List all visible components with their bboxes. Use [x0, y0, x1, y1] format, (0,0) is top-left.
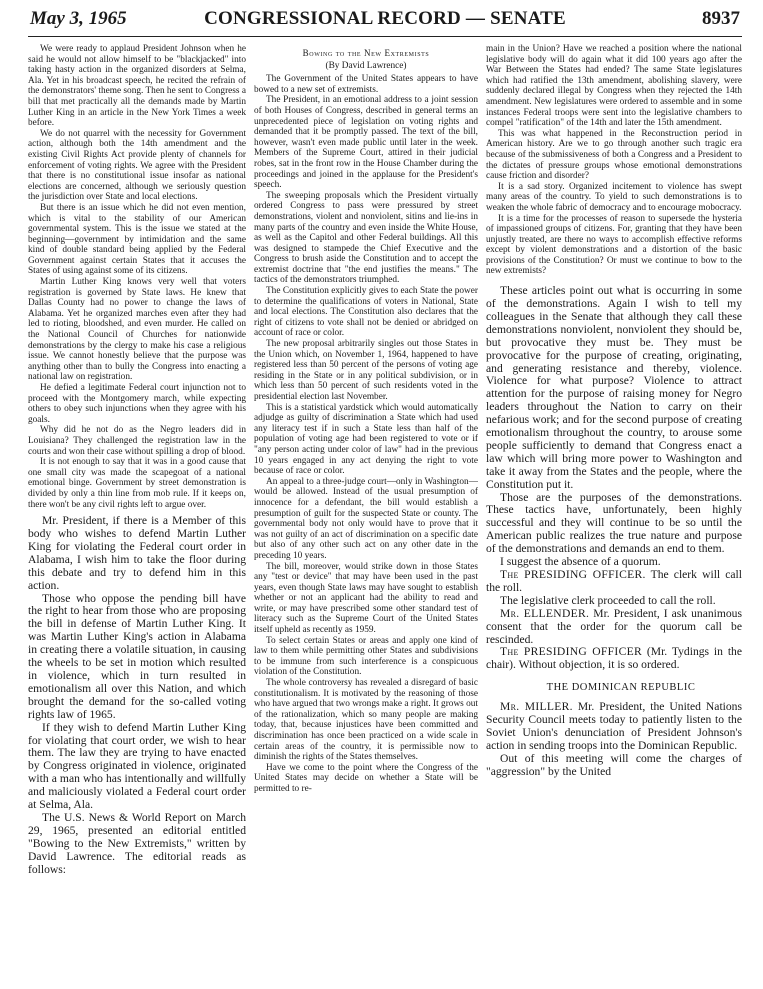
section-title: THE DOMINICAN REPUBLIC: [546, 682, 696, 694]
paragraph: Out of this meeting will come the charges of "aggression" by the United: [486, 751, 742, 778]
paragraph: These articles point out what is occurring in some of the demonstrations. Again I wish to tell my colleagues in the Senate that although they call these demonstrations nonviolent, nonviolent they should be, but provocative they must be. They must be provocative for the purpose of creating, originating, and generating resistance and thereby, violence. Violence for what purpose? Violence to attract attention for the purpose of raising money for Negro leaders throughout the Nation to carry on their nefarious work; and for the second purpose of creating emotionalism throughout the country, to arouse some people sufficiently to demand that Congress enact a law which will bring more power to Washington and take it away from the States and the people, where the Constitution put it.: [486, 284, 742, 491]
paragraph: It is not enough to say that it was in a good cause that one small city was made the scapegoat of a national emotional binge. Government by street demonstration is divided by only a thin line from mob rule. If it keeps on, there won't be any civil rights left to argue over.: [28, 457, 246, 510]
paragraph: We do not quarrel with the necessity for Government action, although both the 14th amendment and the existing Civil Rights Act provide plenty of channels for enforcement of voting rights. We agree with the President that there is no constitutional issue insofar as national elections are concerned, although we seriously question the jurisdiction over State and local elections.: [28, 128, 246, 203]
speech-text: Mr. President, I ask unanimous consent that the order for the quorum call be rescinded.: [486, 606, 742, 646]
paragraph: Why did he not do as the Negro leaders did in Louisiana? They challenged the registration law in the courts and won their case without spilling a drop of blood.: [28, 425, 246, 457]
publication-title: CONGRESSIONAL RECORD — SENATE: [204, 8, 566, 29]
issue-date: May 3, 1965: [30, 8, 127, 29]
column-left: [28, 44, 246, 984]
paragraph: main in the Union? Have we reached a position where the national legislative body will do again what it did 100 years ago after the War Between the States had ended? The same State legislatures which had ratified the 13th amendment, abolishing slavery, were suddenly declared illegal by Congress when they rejected the 14th amendment. New legislatures were ordered to assemble and in some instances Federal troops were sent into the legislative chambers to compel "ratification" of the 14th and later the 15th amendment.: [486, 44, 742, 129]
speech-text: The clerk will call the roll.: [486, 568, 742, 594]
paragraph: It is a time for the processes of reason to supersede the hysteria of impassioned groups of citizens. For, granting that they have been unjustly treated, are there no ways to accomplish effective reforms except by violent demonstrations and a distortion of the basic provisions of the Constitution? Or must we continue to bow to the new extremists?: [486, 213, 742, 277]
paragraph: [486, 608, 742, 647]
speaker-name: The PRESIDING OFFICER: [500, 645, 643, 659]
speech-text: Mr. President, the United Nations Security Council meets today to patiently listen to the Soviet Union's denunciation of President Johnson's action in sending troops into the Dominican Republic.: [486, 700, 742, 752]
speech-text: (Mr. Tydings in the chair). Without objection, it is so ordered.: [486, 645, 742, 672]
paragraph: If they wish to defend Martin Luther King for violating that court order, we wish to hear them. The law they are trying to have enacted by Congress originated in violence, originated with a man who has intentionally and willfully and maliciously violated a Federal court order at Selma, Ala.: [28, 720, 246, 812]
paragraph: The legislative clerk proceeded to call the roll.: [500, 593, 716, 607]
article-byline: (By David Lawrence): [325, 60, 407, 71]
paragraph: This is a statistical yardstick which would automatically adjudge as guilty of discrimination a State which had used any literacy test if in such a State less than half of the population of voting age had been registered to vote or if "any person acting under color of law" had in the previous 10 years engaged in any act denying the right to vote because of race or color.: [254, 402, 478, 477]
paragraph: [486, 569, 742, 595]
paragraph: Martin Luther King knows very well that voters registration is governed by State laws. He knew that Dallas County had no power to change the laws of Alabama. Yet he organized marches even after they had led to rioting, bloodshed, and even murder. He called on the National Council of Churches for nationwide demonstrations by the clergy to make his case a religious issue. We cannot honestly believe that the purpose was anything other than to bully the Congress into enacting a national law on registration.: [28, 277, 246, 383]
paragraph: The new proposal arbitrarily singles out those States in the Union which, on November 1, 1964, happened to have registered less than 50 percent of the persons of voting age residing in the State or in any political subdivision, or in which less than 50 percent of such residents voted in the presidential election last November.: [254, 339, 478, 402]
paragraph: The Government of the United States appears to have bowed to a new set of extremists.: [254, 74, 478, 95]
paragraph: He defied a legitimate Federal court injunction not to proceed with the Montgomery march, while expecting others to obey such injunctions when they agree with his goals.: [28, 383, 246, 425]
paragraph: We were ready to applaud President Johnson when he said he would not allow himself to be "blackjacked" into taking hasty action in the organized disorders at Selma, Ala. Yet in his broadcast speech, he recited the refrain of the demonstrators' theme song. Then he sent to Congress a bill that met practically all the demands made by Martin Luther King in an article in the New York Times a week before.: [28, 44, 246, 129]
paragraph: It is a sad story. Organized incitement to violence has swept many areas of the country. To yield to such demonstrations is to weaken the whole fabric of democracy and to encourage mobocracy.: [486, 181, 742, 213]
paragraph: I suggest the absence of a quorum.: [500, 555, 661, 569]
paragraph: The sweeping proposals which the President virtually ordered Congress to pass were pressured by street demonstrations, violent and nonviolent, sitins and lie-ins in many parts of the country and even inside the White House, as well as the Capitol and other Federal buildings. All this was designed to stampede the Chief Executive and the Congress to brush aside the Constitution and to accept the extremist doctrine that "the end justifies the means." The tactics of the demonstrators triumphed.: [254, 190, 478, 286]
masthead: [28, 6, 742, 37]
speaker-name: Mr. MILLER.: [500, 700, 573, 714]
paragraph: Those are the purposes of the demonstrations. These tactics have, unfortunately, been highly successful and they will continue to be so until the American public realizes the true nature and purpose of the demonstrations and demands an end to them.: [486, 490, 742, 556]
paragraph: Have we come to the point where the Congress of the United States may decide on whether a State will be permitted to re-: [254, 762, 478, 794]
column-middle: [254, 44, 478, 984]
paragraph: An appeal to a three-judge court—only in Washington—would be allowed. Instead of the usual presumption of innocence for a defendant, the bill would establish a presumption of guilt for the suspected State or county. The governmental body not only would have to prove that it was not guilty of an act of discrimination on a specific date but also of any other such act on any other date in the preceding 10 years.: [254, 476, 478, 561]
paragraph: But there is an issue which he did not even mention, which is vital to the stability of our American governmental system. This is the issue we stated at the beginning—government by intimidation and the same kind of double standard being applied by the Federal Government against certain States that it accuses the States of using against some of its citizens.: [28, 202, 246, 277]
article-heading: Bowing to the New Extremists: [302, 48, 430, 58]
paragraph: To select certain States or areas and apply one kind of law to them while permitting other States and subdivisions to be immune from such interference is a conspicuous violation of the Constitution.: [254, 635, 478, 678]
paragraph: The U.S. News & World Report on March 29, 1965, presented an editorial entitled "Bowing to the New Extremists," written by David Lawrence. The editorial reads as follows:: [28, 810, 246, 876]
column-right: [486, 44, 742, 984]
page-number: 8937: [702, 8, 740, 29]
paragraph: The President, in an emotional address to a joint session of both Houses of Congress, described in general terms an unprecedented piece of legislation on voting rights and demanded that it be promptly passed. The text of the bill, however, wasn't even made public until later in the week. Members of the Supreme Court, attired in their judicial robes, sat in the front row in the House Chamber during the proceedings and joined in the applause for the President's speech.: [254, 95, 478, 191]
paragraph: [486, 701, 742, 753]
paragraph: This was what happened in the Reconstruction period in American history. Are we to go through another such tragic era because of the submissiveness of both a Congress and a President to the dictates of pressure groups whose emotional demonstrations cause friction and disorder?: [486, 128, 742, 182]
speaker-name: The PRESIDING OFFICER.: [500, 568, 646, 581]
paragraph: The Constitution explicitly gives to each State the power to determine the qualifications of voters in National, State and local elections. The Constitution also declares that the right of citizens to vote shall not be denied or abridged on account of race or color.: [254, 286, 478, 339]
paragraph: Mr. President, if there is a Member of this body who wishes to defend Martin Luther King for violating the Federal court order in Alabama, I wish him to take the floor during this debate and try to defend him in this action.: [28, 514, 246, 592]
paragraph: [486, 646, 742, 672]
paragraph: The whole controversy has revealed a disregard of basic constitutionalism. It is motivated by the reasoning of those who have argued that two wrongs make a right. It grows out of the rationalization, which so many people are making today, that, because injustices have been committed and discrimination has once been practiced on a wide scale in certain areas of the country, it is permissible now to diminish the rights of the States themselves.: [254, 678, 478, 763]
speaker-name: Mr. ELLENDER.: [500, 606, 590, 620]
paragraph: The bill, moreover, would strike down in those States any "test or device" that may have been used in the past years, even though State laws may have sought to establish whether or not an applicant had the ability to read and write, or may have prescribed some other standard test of literacy such as the Supreme Court of the United States itself upheld as recently as 1959.: [254, 561, 478, 636]
paragraph: Those who oppose the pending bill have the right to hear from those who are proposing the bill in defense of Martin Luther King. It was Martin Luther King's action in Alabama in creating there a volatile situation, in causing the wheels to be set in motion which resulted in violence, which in turn resulted in emotionalism all over this Nation, and which brought the demand for the so-called voting rights law of 1965.: [28, 591, 246, 721]
